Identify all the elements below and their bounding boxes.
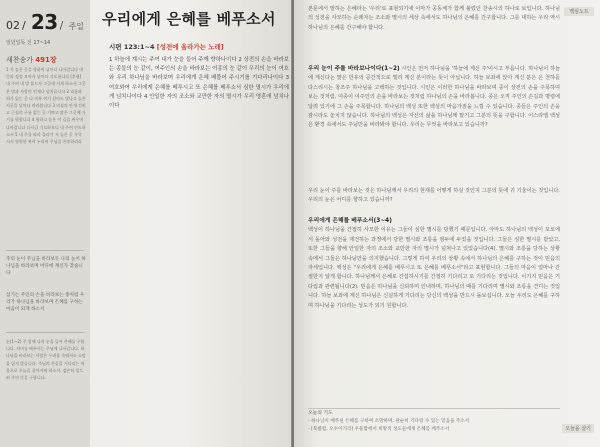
hymn-number: 491장 bbox=[35, 56, 57, 64]
date-day: 23 bbox=[30, 10, 58, 34]
weekday: 주일 bbox=[68, 22, 84, 31]
meditation-question: 주의 눈이 주님을 바라보듯 나의 눈이 하나님을 바라보며 어디에 계신가 찾습니다 bbox=[6, 257, 86, 277]
section-heading: 우리 눈이 주를 바라보나이다(1~2) bbox=[308, 66, 400, 72]
passage-reference bbox=[109, 42, 224, 51]
right-page bbox=[294, 0, 600, 447]
date-month: 02 bbox=[6, 19, 20, 32]
left-page bbox=[0, 0, 292, 447]
scripture-text: 1 하늘에 계시는 주여 내가 눈을 들어 주께 향하나이다 2 상전의 손을 바라보는 종들의 눈 같이, 여주인의 손을 바라보는 여종의 눈 같이 우리의 눈이 여호와 우리 하나님을 바라보며 우리에게 은혜 베풀어 주시기를 기다리나이다 3 여호와여 우리에게 은혜를 베푸시고 또 은혜를 베푸소서 심한 멸시가 우리에게 넘치나이다 4 안일한 자의 조소와 교만한 자의 멸시가 우리 영혼에 넘치나이다 bbox=[109, 57, 289, 110]
prayer-section bbox=[308, 410, 560, 435]
key-note-tag: 핵심노트 bbox=[564, 7, 594, 16]
passage-subtitle: [성전에 올라가는 노래] bbox=[156, 43, 224, 51]
section-text: 시인은 먼저 하나님을 '하늘에 계신 주'이시고 부릅니다. 하나님이 하늘에 계신다는 말은 만유의 공간적으로 멀리 계신 분이라는 뜻이 아닙니다. 하늘 보좌에 앉아 계신 분은 온 천하를 다스리시는 창조주 하나님을 고백하는 것입니다. 시인은 이러한 하나님을 바라보며 종이 상전의 손을 주목하며 보는 것처럼, 여종이 여주인의 손을 바라보는 것처럼 하나님의 손을 바라봅니다. 종은 오직 주인의 손길과 명령에 달려 있기에 그 손을 주목합니다. 하나님의 백성 또한 백성의 마음가짐을 느낄 수 있습니다. 종들은 주인의 손을 잠시라도 놓치지 않습니다. 하나님의 백성은 자신의 삶을 하나님께 맡기고 그분의 뜻을 구합니다. 이스라엘 백성은 환경 속에서도 주님만을 바라봐야 합니다. 우리는 무엇을 바라보고 있습니까? bbox=[308, 66, 560, 129]
commentary-section bbox=[308, 65, 560, 131]
commentary-paragraph: 본문에서 말하는 은혜라는 '우리'로 표현되기에 이마가 공동체가 함께 불렀던 찬송시의 하나로 보입니다. 하나님의 성전을 사모하는 순례자는 조소와 멸시의 세상 속에서도 하나님의 은혜를 간구합니다. 그를 대하는 우리 역시 하나님의 은혜를 간구해야 합니다. bbox=[308, 6, 560, 31]
today-word-tag: 오늘을 살기 bbox=[562, 424, 594, 433]
passage-ref-text: 시편 123:1~4 bbox=[109, 43, 155, 51]
section-text: 백성이 하나님을 간절히 사모한 이유는 그들이 심한 멸시를 당했기 때문입니다. 아마도 하나님의 백성이 포로에서 돌아와 성전을 재건하는 과정에서 당한 멸시와 조롱을 염두에 두었을 것입니다. 그들은 심한 멸시를 받았고, 또한 그들을 향해 안일한 자의 조소와 교만한 자의 멸시가 넘쳐나고 있었습니다(4). 멸시와 조롱을 당하는 상황 속에서 그들은 하나님만을 의지했습니다. 그렇게 하여 우리의 상황 속에서 하나님의 은혜를 구하는 것이 믿음의 자세입니다. 백성은 "우리에게 은혜를 베푸시고 또 은혜를 베푸소서"라고 표현합니다. 그들의 마음이 얼마나 간절한지 알게 합니다. 하나님께서 은혜로 간섭하시기를 간절히 기다리고 또 기다리는 것입니다. 이기지 믿음은 기다림과 관련됩니다(2). 믿음은 하나님을 신뢰하며 인내하며, 하나님의 때를 기다리며 멸시와 조롱을 견디는 것입니다. 하늘 보좌에 계신 하나님은 신실하게 기다리는 당신의 백성을 반드시 돌보십니다. 오늘 우리도 은혜를 구하며 하나님을 기다리는 성도가 되기 원합니다. bbox=[308, 227, 560, 309]
reading-plan-label: 일년일독 신 17~14 bbox=[6, 40, 51, 46]
commentary-paragraph: 우리 눈이 주를 바라보는 것은 하나님께서 우리의 현재를 어떻게 하실 것인지 그분의 뜻에 귀 기울이는 것입니다. 우리의 눈은 어디를 향하고 있습니까? bbox=[308, 188, 560, 204]
date-separator: / bbox=[22, 19, 26, 32]
hymn-heading bbox=[6, 55, 57, 65]
date-separator: / bbox=[59, 19, 64, 32]
page-title: 우리에게 은혜를 베푸소서 bbox=[102, 10, 276, 28]
section-heading: 우리에게 은혜를 베푸소서(3~4) bbox=[308, 218, 392, 224]
date-header bbox=[6, 10, 84, 34]
commentary-section bbox=[308, 217, 560, 311]
hymn-title: 새찬송가 bbox=[6, 56, 34, 64]
divider bbox=[6, 332, 84, 333]
hymn-lyrics: 1 저 높은 곳을 향하여 날마다 나아갑니다 내 뜻과 정성 모아서 날마다 기도합니다 [후렴] 내 주여 내 발 붙드사 그곳에 서게 하소서 그곳은 빛과 사랑이 언제나 넘치옵니다 2 괴롬과 죄가 있는 곳 나 비록 여기 살아도 빛나고 높은 저곳을 날마다 바라봅니다 3 의심의 안개 걷히고 근심의 구름 없는 곳 기쁘고 밝은 그곳에 가기를 원합니다 4 험하고 높은 이 길을 싸우며 나아갑니다 다시금 기도하오니 내 주여 인도하소서 5 내 주를 따라 올라가 저 높은 곳 우뚝 서서 영원한 복락 누리며 주님을 찬송하리라 bbox=[6, 67, 86, 145]
sidebar-notes: 눈(1~2) 주 앞에 나의 눈을 들어 은혜를 구합니다. 자비를 베푸시는 주님께 나아갑니다. 하나님을 바라보는 사람은 두려움 속에서도 소망을 잃지 않습니다. 주님의 손길을 기다리는 마음으로 오늘을 살아가게 하소서. 겸손히 엎드려 주의 뜻을 구합니다. bbox=[6, 339, 86, 381]
meditation-question: 섬기는 주인의 손을 바라보는 종처럼 우리가 하나님을 바라보며 은혜를 구하는 마음이 되게 하소서 bbox=[6, 293, 85, 313]
prayer-item: - [북클럽, 오수이기리] 우울함에서 희망적 성도들에게 은혜를 베푸소서 bbox=[308, 427, 450, 433]
divider bbox=[308, 408, 560, 409]
prayer-item: - 하나님이 베푸실 은혜를 구하며 소망하며, 관순히 기다릴 수 있는 믿음을 주소서 bbox=[308, 419, 470, 425]
divider bbox=[6, 250, 84, 251]
prayer-label: 오늘의 기도 bbox=[308, 411, 333, 416]
